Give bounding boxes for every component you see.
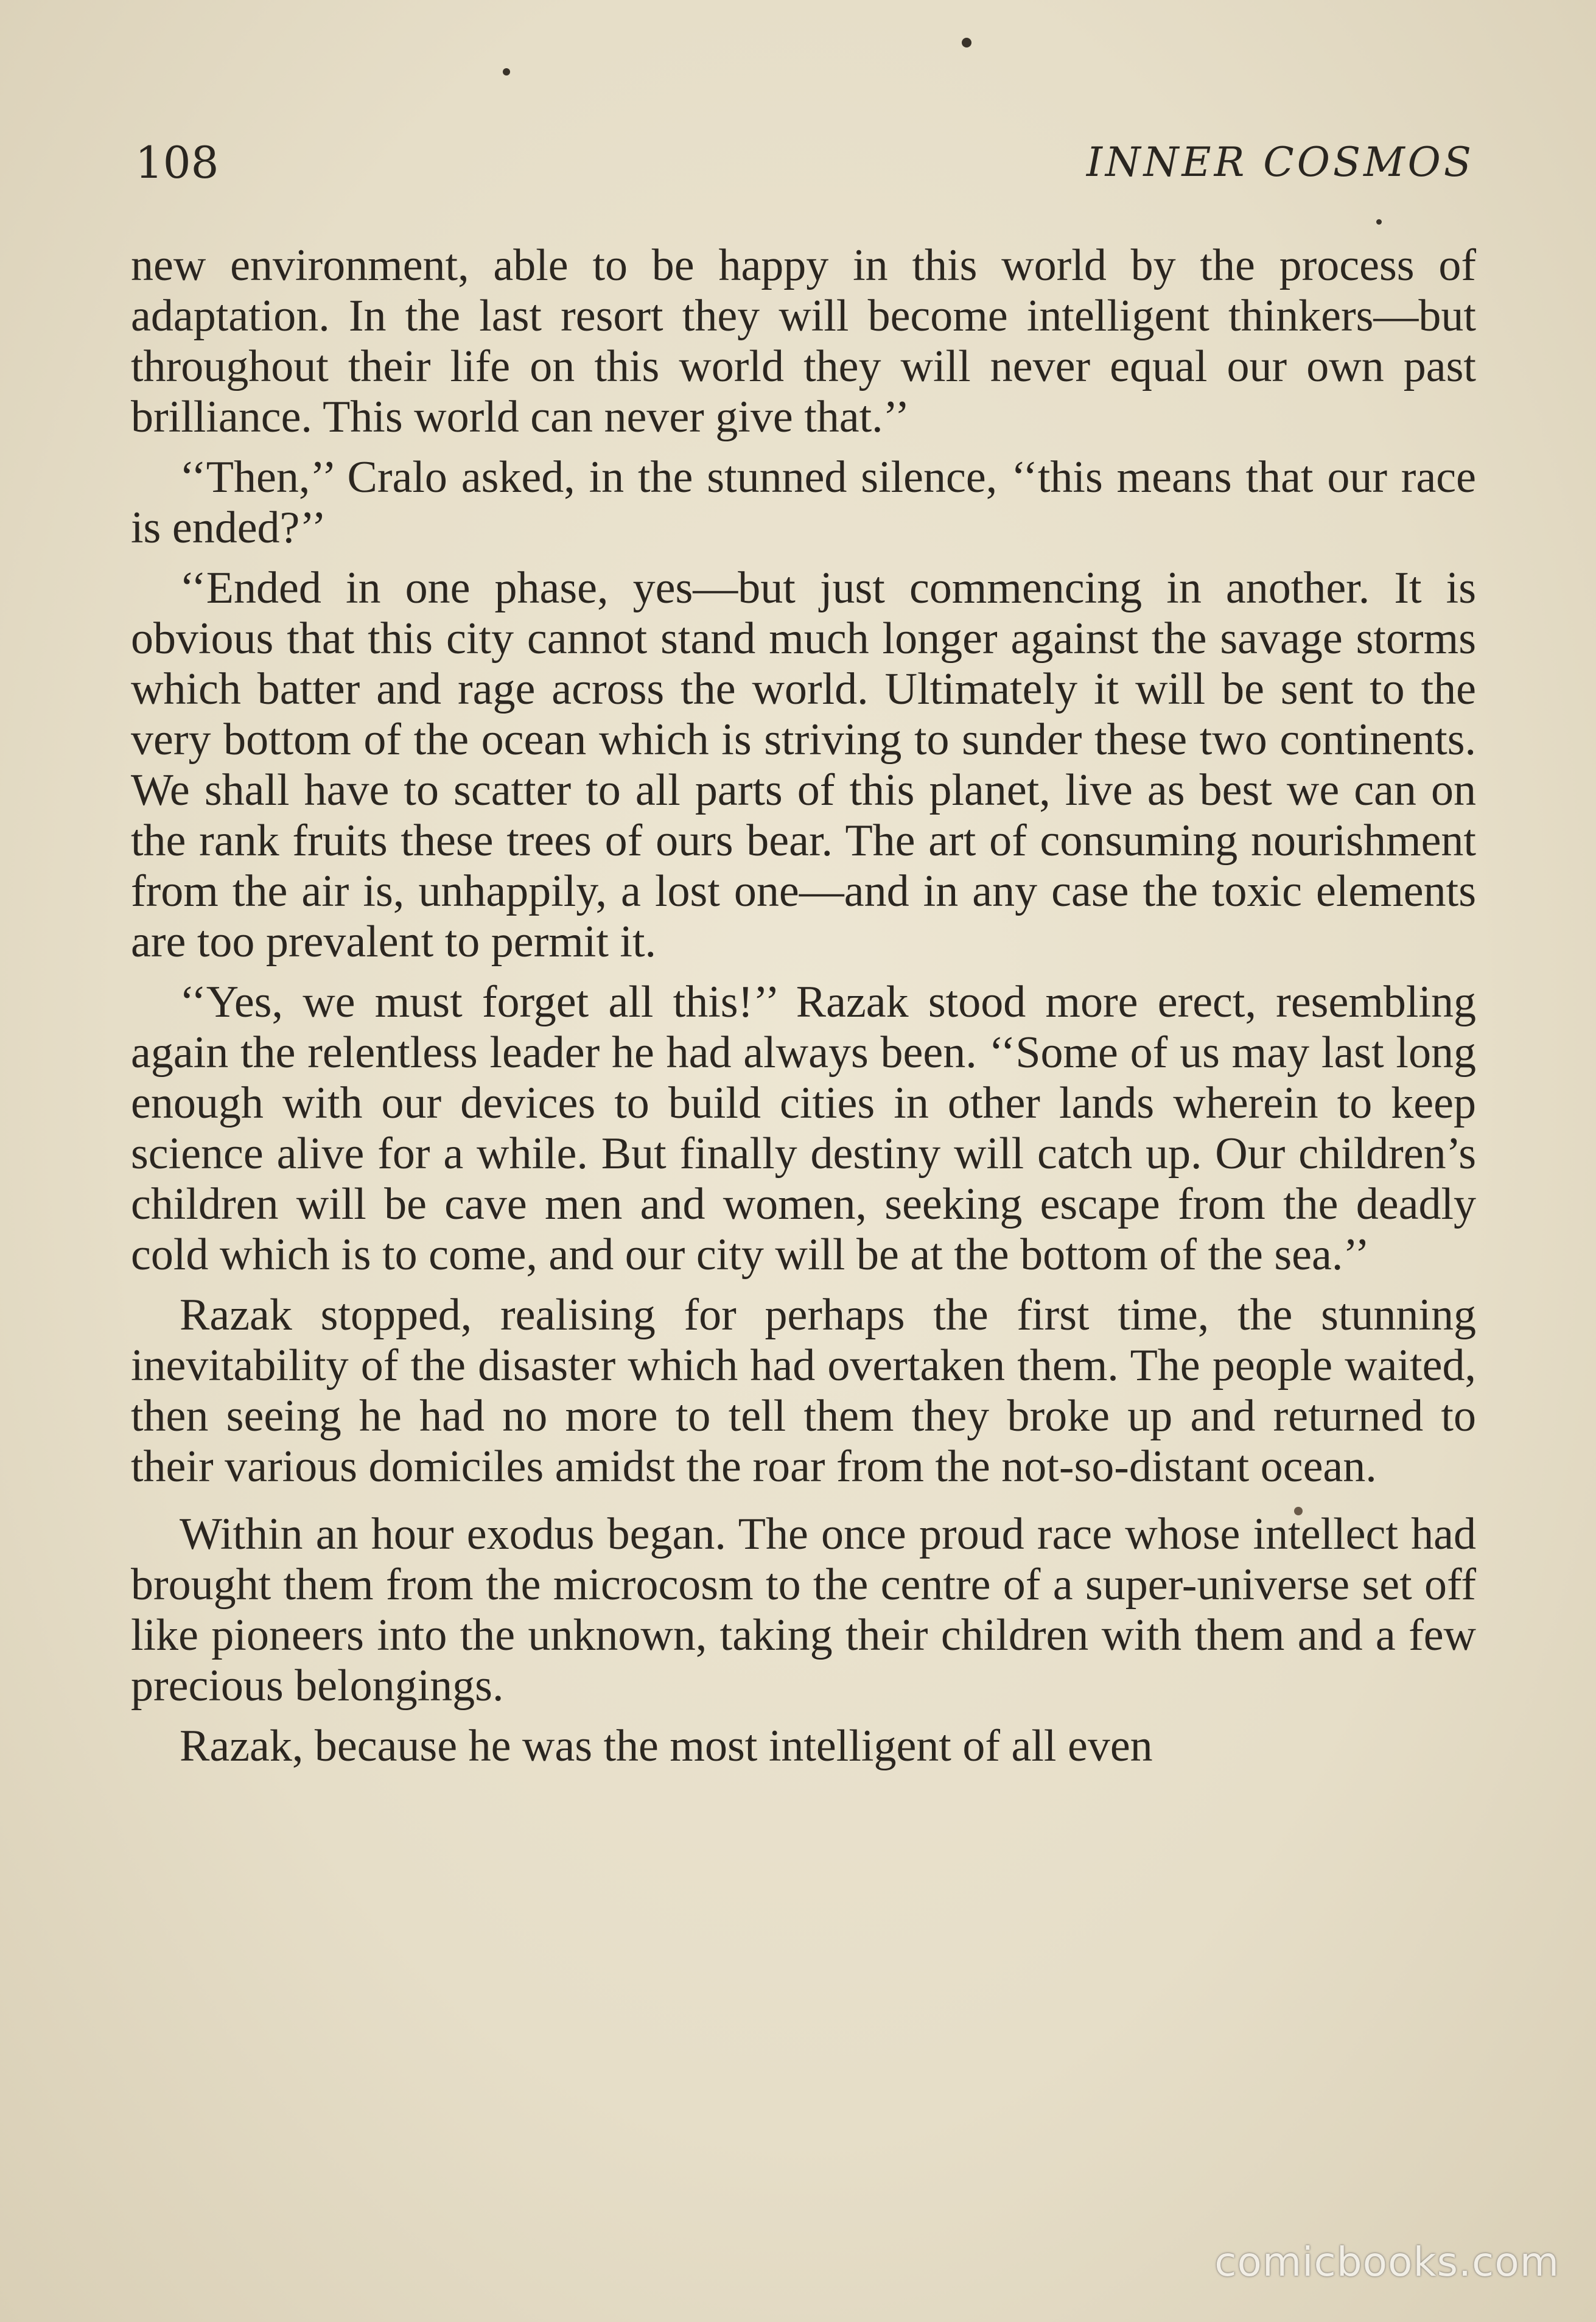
page-header <box>135 135 1474 190</box>
paragraph: Within an hour exodus began. The once proud race whose intellect had brought them from the microcosm to the centre of a super-universe set off like pioneers into the unknown, taking their children with them and a few precious belongings. <box>131 1509 1476 1711</box>
paragraph: ‘‘Then,’’ Cralo asked, in the stunned silence, ‘‘this means that our race is ended?’’ <box>131 452 1476 553</box>
paragraph: Razak stopped, realising for perhaps the first time, the stunning inevitability of the disaster which had overtaken them. The people waited, then seeing he had no more to tell them they broke up and returned to their various domiciles amidst the roar from the not-so-distant ocean. <box>131 1290 1476 1492</box>
ink-speck <box>1376 219 1382 225</box>
ink-speck <box>962 38 971 47</box>
paragraph: Razak, because he was the most intelligent of all even <box>180 1721 1153 1771</box>
paragraph: ‘‘Yes, we must forget all this!’’ Razak stood more erect, resembling again the relentless leader he had always been. ‘‘Some of us may last long enough with our devices to build cities in other lands wherein to keep science alive for a while. But finally destiny will catch up. Our children’s children will be cave men and women, seeking escape from the deadly cold which is to come, and our city will be at the bottom of the sea.’’ <box>131 977 1476 1280</box>
body-text <box>131 240 1476 1781</box>
running-head: INNER COSMOS <box>1086 139 1474 186</box>
paragraph: new environment, able to be happy in this world by the process of adaptation. In the last resort they will become intelligent thinkers—but throughout their life on this world they will never equal our own past brilliance. This world can never give that.’’ <box>131 240 1476 442</box>
watermark: comicbooks.com <box>1214 2239 1559 2285</box>
ink-speck <box>503 68 510 75</box>
page-number: 108 <box>135 137 219 188</box>
paragraph: ‘‘Ended in one phase, yes—but just commencing in another. It is obvious that this city cannot stand much longer against the savage storms which batter and rage across the world. Ultimately it will be sent to the very bottom of the ocean which is striving to sunder these two continents. We shall have to scatter to all parts of this planet, live as best we can on the rank fruits these trees of ours bear. The art of consuming nourishment from the air is, unhappily, a lost one—and in any case the toxic elements are too prevalent to permit it. <box>131 563 1476 967</box>
